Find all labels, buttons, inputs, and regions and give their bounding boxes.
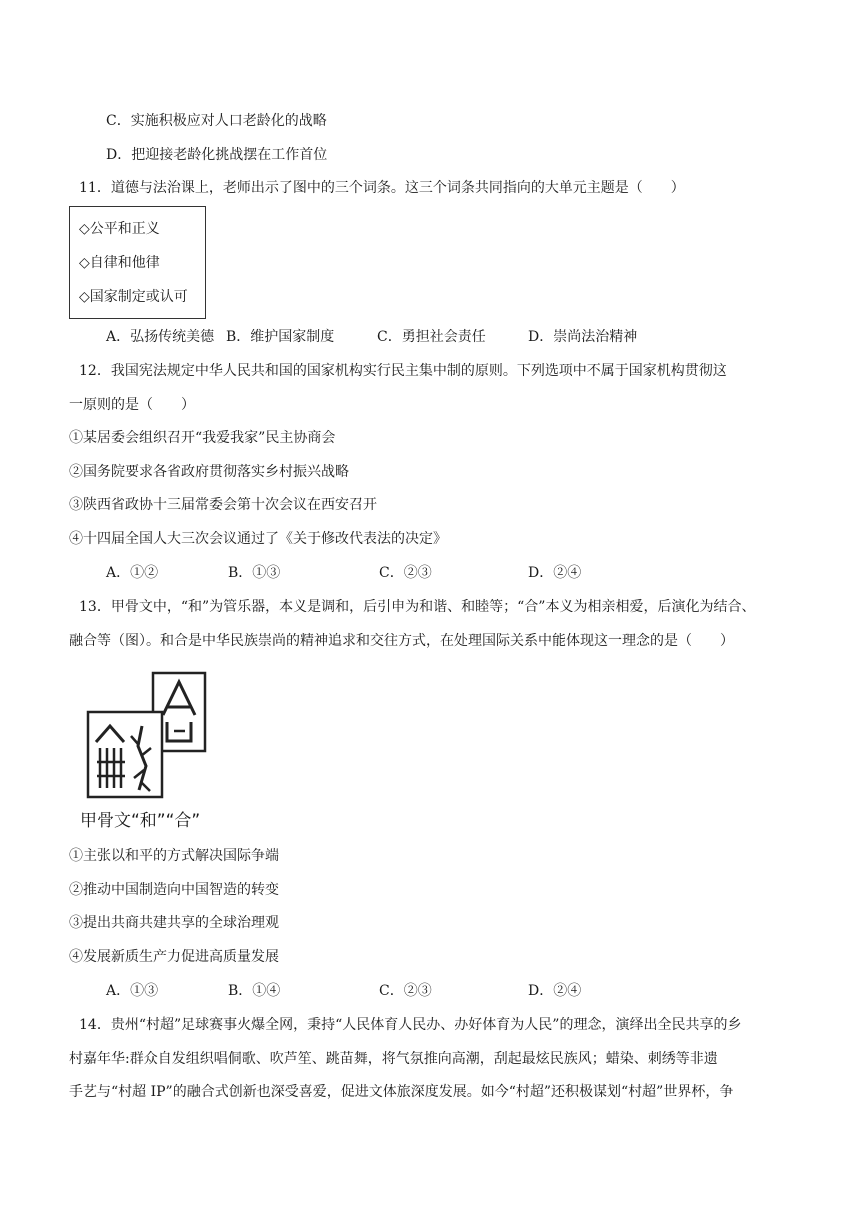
q12-option-c: C．②③	[379, 565, 432, 581]
q12-statement-4: ④十四届全国人大三次会议通过了《关于修改代表法的决定》	[69, 531, 447, 547]
q13-stem-line-2: 融合等（图）。和合是中华民族崇尚的精神追求和交往方式，在处理国际关系中能体现这一理念的是（ ）	[69, 633, 734, 649]
q13-stem-line-1: 13．甲骨文中，“和”为管乐器，本义是调和，后引申为和谐、和睦等；“合”本义为相亲相爱，后演化为结合、	[79, 599, 756, 615]
q12-option-b: B．①③	[228, 565, 281, 581]
q11-option-b: B．维护国家制度	[226, 329, 335, 345]
q13-option-c: C．②③	[379, 983, 432, 999]
q13-option-a: A．①③	[106, 983, 159, 999]
q12-statement-1: ①某居委会组织召开“我爱我家”民主协商会	[69, 430, 336, 446]
q10-option-c: C．实施积极应对人口老龄化的战略	[106, 113, 327, 129]
q12-statement-3: ③陕西省政协十三届常委会第十次会议在西安召开	[69, 497, 377, 513]
q13-statement-1: ①主张以和平的方式解决国际争端	[69, 848, 279, 864]
q14-line-3: 手艺与“村超 IP”的融合式创新也深受喜爱，促进文体旅深度发展。如今“村超”还积极谋划“村超”世界杯，争	[69, 1084, 734, 1100]
oracle-figure-caption: 甲骨文“和”“合”	[80, 811, 201, 831]
q11-term-3: ◇国家制定或认可	[79, 289, 188, 305]
q13-statement-4: ④发展新质生产力促进高质量发展	[69, 949, 279, 965]
q11-stem: 11．道德与法治课上，老师出示了图中的三个词条。这三个词条共同指向的大单元主题是（ ）	[79, 180, 685, 196]
q11-option-d: D．崇尚法治精神	[528, 329, 638, 345]
q14-line-1: 14．贵州“村超”足球赛事火爆全网，秉持“人民体育人民办、办好体育为人民”的理念，演绎出全民共享的乡	[79, 1017, 742, 1033]
q12-stem-line-2: 一原则的是（ ）	[69, 397, 195, 413]
q13-option-b: B．①④	[228, 983, 281, 999]
q13-statement-2: ②推动中国制造向中国智造的转变	[69, 882, 279, 898]
q11-term-1: ◇公平和正义	[79, 221, 160, 237]
q12-stem-line-1: 12．我国宪法规定中华人民共和国的国家机构实行民主集中制的原则。下列选项中不属于国家机构贯彻这	[79, 363, 727, 379]
q11-term-box	[69, 206, 206, 319]
q13-option-d: D．②④	[528, 983, 582, 999]
q12-statement-2: ②国务院要求各省政府贯彻落实乡村振兴战略	[69, 464, 349, 480]
q10-option-d: D．把迎接老龄化挑战摆在工作首位	[106, 147, 328, 163]
q11-option-c: C．勇担社会责任	[377, 329, 486, 345]
q12-option-a: A．①②	[106, 565, 159, 581]
q11-term-2: ◇自律和他律	[79, 255, 160, 271]
q14-line-2: 村嘉年华:群众自发组织唱侗歌、吹芦笙、跳苗舞，将气氛推向高潮，刮起最炫民族风；蜡染、刺绣等非遗	[69, 1051, 718, 1067]
q12-option-d: D．②④	[528, 565, 582, 581]
q11-option-a: A．弘扬传统美德	[106, 329, 215, 345]
q13-statement-3: ③提出共商共建共享的全球治理观	[69, 915, 279, 931]
